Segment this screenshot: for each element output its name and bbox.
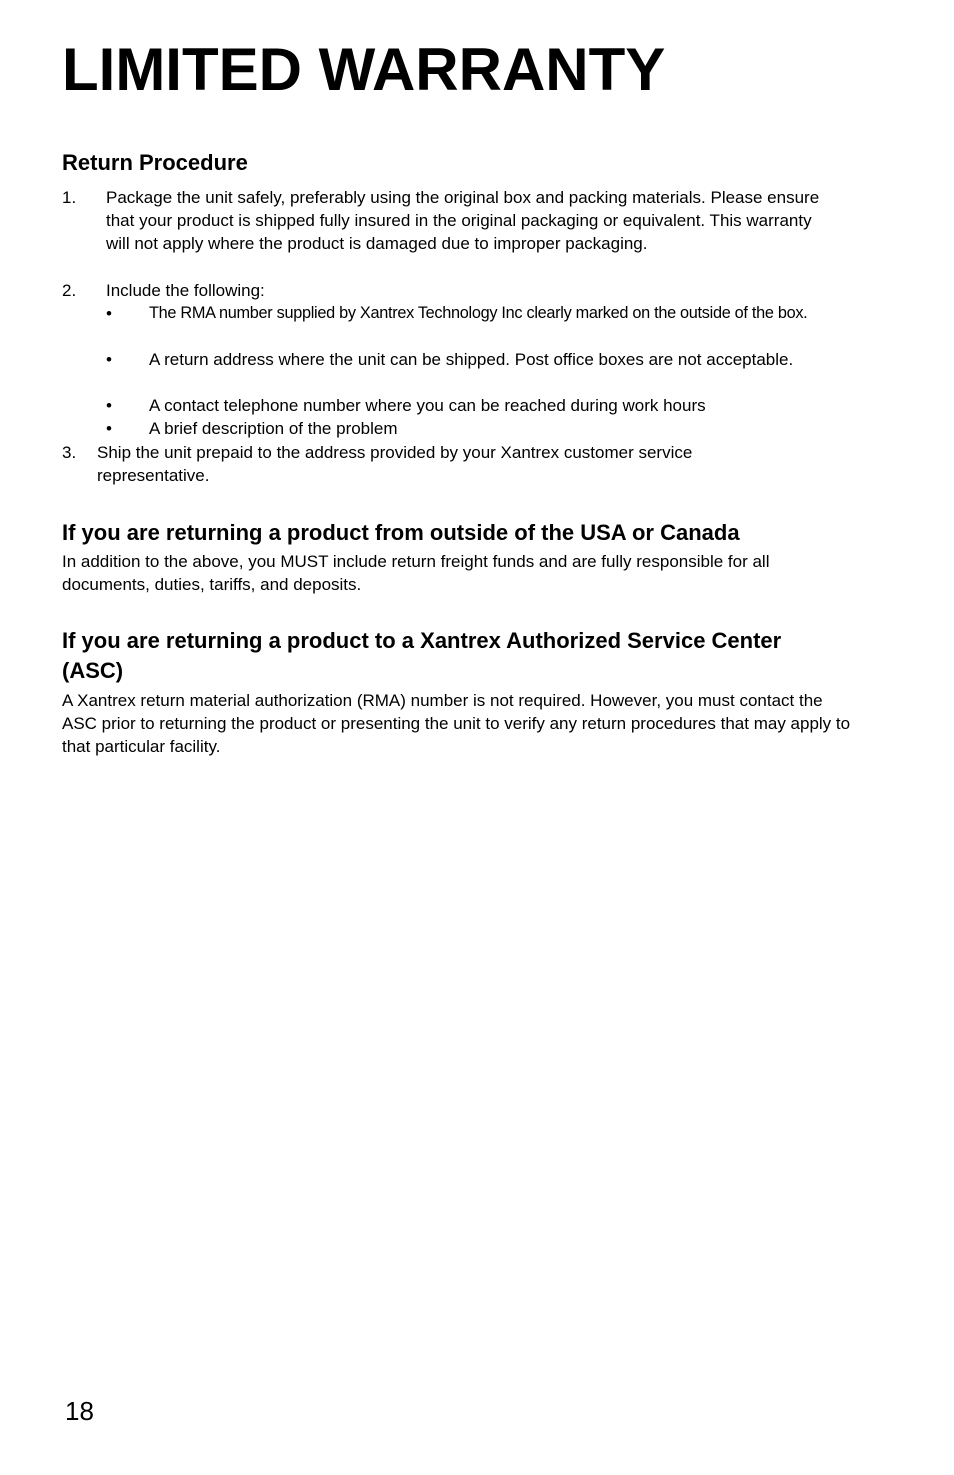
bullet-symbol: • [106,419,112,438]
step-2-text: Include the following: [106,281,265,300]
page-number: 18 [65,1396,94,1426]
asc-text: A Xantrex return material authorization (RMA) number is not required. However, you must contact the ASC prior to returning the product or presenting the unit to verify any return procedures that may apply to that particular facility. [62,691,851,756]
bullet-symbol: • [106,350,112,369]
step-3-text: Ship the unit prepaid to the address provided by your Xantrex customer service representative. [97,443,693,485]
step-1-text: Package the unit safely, preferably using the original box and packing materials. Please ensure that your product is shipped fully insured in the original packaging or equivalent. This warranty will not apply where the product is damaged due to improper packaging. [106,188,820,253]
step-3-number: 3. [62,443,77,462]
bullet-contact-phone: A contact telephone number where you can be reached during work hours [149,396,706,415]
asc-heading: If you are returning a product to a Xantrex Authorized Service Center (ASC) [62,628,782,683]
outside-usa-text: In addition to the above, you MUST include return freight funds and are fully responsible for all documents, duties, tariffs, and deposits. [62,552,770,594]
bullet-return-address: A return address where the unit can be shipped. Post office boxes are not acceptable. [149,350,794,369]
bullet-symbol: • [106,396,112,415]
step-1-number: 1. [62,188,77,207]
page-title: LIMITED WARRANTY [62,36,666,103]
bullet-problem-description: A brief description of the problem [149,419,398,438]
bullet-rma-number: The RMA number supplied by Xantrex Technology Inc clearly marked on the outside of the box. [149,304,808,322]
outside-usa-heading: If you are returning a product from outside of the USA or Canada [62,520,740,545]
bullet-symbol: • [106,304,112,323]
step-2-number: 2. [62,281,77,300]
return-procedure-heading: Return Procedure [62,150,248,175]
